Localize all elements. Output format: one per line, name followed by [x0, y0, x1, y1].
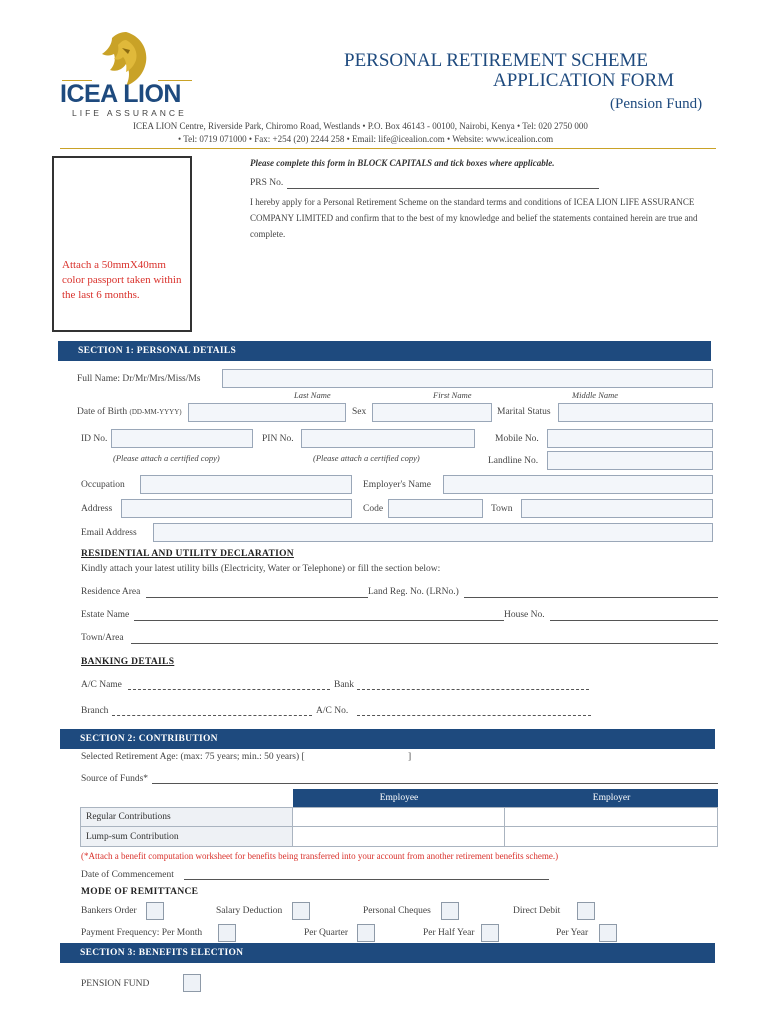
- per-half-year-checkbox[interactable]: [481, 924, 499, 942]
- prs-no-field[interactable]: [287, 188, 599, 189]
- section2-header: SECTION 2: CONTRIBUTION: [60, 729, 715, 749]
- dob-label: [77, 407, 182, 417]
- pin-no-label: PIN No.: [262, 434, 294, 444]
- last-name-caption: Last Name: [294, 390, 331, 400]
- table-header-employee: Employee: [293, 789, 505, 807]
- pension-fund-checkbox[interactable]: [183, 974, 201, 992]
- pin-attach-note: (Please attach a certified copy): [313, 453, 420, 463]
- id-no-label: ID No.: [81, 434, 108, 444]
- form-title-line2: APPLICATION FORM: [493, 70, 675, 91]
- declaration-text: I hereby apply for a Personal Retirement Scheme on the standard terms and conditions of ICEA LION LIFE ASSURANCE COMPANY LIMITED and confirm that to the best of my knowledge and belief the statements contained herein are true and complete.: [250, 197, 698, 239]
- company-logo: [60, 30, 200, 120]
- dob-input[interactable]: [188, 403, 346, 422]
- full-name-input[interactable]: [222, 369, 713, 388]
- pin-no-input[interactable]: [301, 429, 475, 448]
- house-no-label: House No.: [504, 610, 545, 620]
- payment-frequency-label: Payment Frequency: Per Month: [81, 928, 203, 938]
- per-year-checkbox[interactable]: [599, 924, 617, 942]
- first-name-caption: First Name: [433, 390, 472, 400]
- ac-no-label: A/C No.: [316, 706, 349, 716]
- employer-name-input[interactable]: [443, 475, 713, 494]
- contact-line-1: ICEA LION Centre, Riverside Park, Chiromo Road, Westlands • P.O. Box 46143 - 00100, Nairobi, Kenya • Tel: 020 2750 000: [133, 121, 588, 131]
- mobile-no-label: Mobile No.: [495, 434, 539, 444]
- retirement-age-field[interactable]: [322, 748, 408, 764]
- occupation-input[interactable]: [140, 475, 352, 494]
- sex-input[interactable]: [372, 403, 492, 422]
- retirement-age-bracket: ]: [408, 752, 412, 762]
- residential-header: RESIDENTIAL AND UTILITY DECLARATION: [81, 549, 294, 559]
- form-title-line1: PERSONAL RETIREMENT SCHEME: [344, 50, 649, 71]
- commencement-field[interactable]: [184, 879, 549, 880]
- regular-employer-input[interactable]: [504, 807, 718, 827]
- address-label: Address: [81, 504, 113, 514]
- contribution-table: [80, 789, 718, 848]
- address-input[interactable]: [121, 499, 352, 518]
- table-row: [80, 807, 718, 827]
- email-input[interactable]: [153, 523, 713, 542]
- landline-input[interactable]: [547, 451, 713, 470]
- estate-name-label: Estate Name: [81, 610, 130, 620]
- house-no-field[interactable]: [550, 620, 718, 621]
- lumpsum-employer-input[interactable]: [504, 826, 718, 847]
- occupation-label: Occupation: [81, 480, 125, 490]
- ac-name-label: A/C Name: [81, 680, 122, 690]
- residence-area-field[interactable]: [146, 597, 368, 598]
- per-quarter-label: Per Quarter: [304, 928, 349, 938]
- bankers-order-checkbox[interactable]: [146, 902, 164, 920]
- code-input[interactable]: [388, 499, 483, 518]
- dob-label-text: Date of Birth: [77, 407, 128, 417]
- section3-header: SECTION 3: BENEFITS ELECTION: [60, 943, 715, 963]
- passport-photo-box[interactable]: [52, 156, 192, 332]
- id-attach-note: (Please attach a certified copy): [113, 453, 220, 463]
- direct-debit-checkbox[interactable]: [577, 902, 595, 920]
- town-area-field[interactable]: [131, 643, 718, 644]
- id-no-input[interactable]: [111, 429, 253, 448]
- lumpsum-employee-input[interactable]: [292, 826, 505, 847]
- land-reg-field[interactable]: [464, 597, 718, 598]
- brand-tagline: LIFE ASSURANCE: [72, 108, 187, 118]
- marital-status-label: Marital Status: [497, 407, 551, 417]
- residence-area-label: Residence Area: [81, 587, 141, 597]
- table-row: [80, 826, 718, 847]
- per-quarter-checkbox[interactable]: [357, 924, 375, 942]
- bankers-order-label: Bankers Order: [81, 906, 137, 916]
- estate-name-field[interactable]: [134, 620, 504, 621]
- brand-name: ICEA LION: [60, 80, 181, 108]
- commencement-label: Date of Commencement: [81, 870, 174, 880]
- per-half-year-label: Per Half Year: [423, 928, 475, 938]
- section1-header: SECTION 1: PERSONAL DETAILS: [58, 341, 711, 361]
- photo-note: Attach a 50mmX40mm color passport taken within the last 6 months.: [62, 259, 182, 301]
- direct-debit-label: Direct Debit: [513, 906, 561, 916]
- prs-label: PRS No.: [250, 178, 284, 188]
- source-funds-field[interactable]: [152, 783, 718, 784]
- form-subtitle: (Pension Fund): [610, 96, 703, 112]
- banking-header: BANKING DETAILS: [81, 657, 175, 667]
- benefit-transfer-note: (*Attach a benefit computation worksheet for benefits being transferred into your account from another retirement benefits scheme.): [81, 851, 559, 861]
- branch-field[interactable]: [112, 715, 312, 716]
- regular-employee-input[interactable]: [292, 807, 505, 827]
- salary-deduction-label: Salary Deduction: [216, 906, 283, 916]
- retirement-age-label: Selected Retirement Age: (max: 75 years; min.: 50 years) [: [81, 752, 305, 762]
- full-name-label: Full Name: Dr/Mr/Mrs/Miss/Ms: [77, 374, 201, 384]
- bank-field[interactable]: [357, 689, 589, 690]
- mobile-no-input[interactable]: [547, 429, 713, 448]
- middle-name-caption: Middle Name: [572, 390, 619, 400]
- marital-status-input[interactable]: [558, 403, 713, 422]
- landline-label: Landline No.: [488, 456, 539, 466]
- town-label: Town: [491, 504, 513, 514]
- pension-fund-label: PENSION FUND: [81, 979, 150, 989]
- table-header-employer: Employer: [505, 789, 718, 807]
- email-label: Email Address: [81, 528, 137, 538]
- row-label-lumpsum: Lump-sum Contribution: [80, 826, 293, 847]
- header-divider: [60, 148, 716, 149]
- personal-cheques-checkbox[interactable]: [441, 902, 459, 920]
- branch-label: Branch: [81, 706, 109, 716]
- per-year-label: Per Year: [556, 928, 589, 938]
- per-month-checkbox[interactable]: [218, 924, 236, 942]
- ac-no-field[interactable]: [357, 715, 591, 716]
- contact-line-2: • Tel: 0719 071000 • Fax: +254 (20) 2244 258 • Email: life@icealion.com • Website: www.icealion.com: [178, 134, 554, 144]
- dob-format: (DD-MM-YYYY): [129, 408, 182, 416]
- residential-note: Kindly attach your latest utility bills (Electricity, Water or Telephone) or fill the section below:: [81, 564, 441, 574]
- town-area-label: Town/Area: [81, 633, 124, 643]
- bank-label: Bank: [334, 680, 355, 690]
- personal-cheques-label: Personal Cheques: [363, 906, 431, 916]
- row-label-regular: Regular Contributions: [80, 807, 293, 827]
- ac-name-field[interactable]: [128, 689, 330, 690]
- source-funds-label: Source of Funds*: [81, 774, 149, 784]
- town-input[interactable]: [521, 499, 713, 518]
- employer-name-label: Employer's Name: [363, 480, 431, 490]
- land-reg-label: Land Reg. No. (LRNo.): [368, 587, 459, 597]
- instruction-text: Please complete this form in BLOCK CAPITALS and tick boxes where applicable.: [250, 158, 555, 168]
- sex-label: Sex: [352, 407, 367, 417]
- code-label: Code: [363, 504, 384, 514]
- remittance-header: MODE OF REMITTANCE: [81, 887, 199, 897]
- salary-deduction-checkbox[interactable]: [292, 902, 310, 920]
